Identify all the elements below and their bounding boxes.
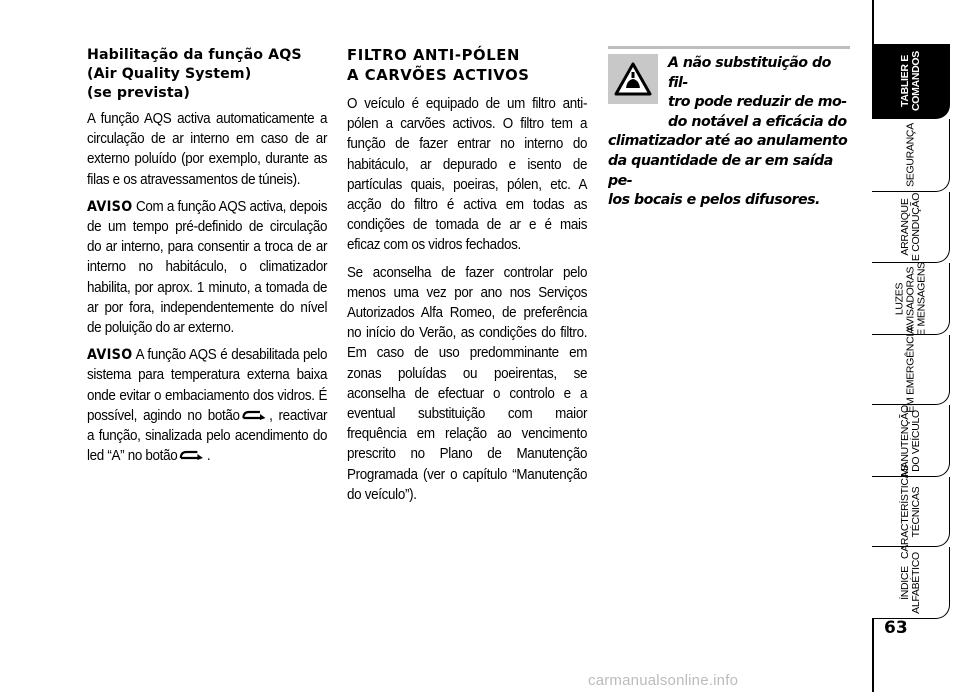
filter-paragraph-1: O veículo é equipado de um filtro anti-pólen a carvões activos. O filtro tem a função de fazer entrar no interno do habitáculo, ar depurado e isento de partículas quais, poeiras, pólen, etc. A acção do filtro é activa em todas as condições de tomada de ar e é mais eficaz com os vidros fechados.: [347, 96, 588, 254]
warning-text: A não substituição do fil- tro pode reduzir de mo- do notável a eficácia do climatizador até ao anulamento da quantidade de ar em saída pe- los bocais e pelos difusores.: [608, 55, 848, 209]
aviso-label: AVISO: [87, 347, 133, 364]
filter-paragraph-2: Se aconselha de fazer controlar pelo menos uma vez por ano nos Serviços Autorizados Alfa Romeo, de preferência no início do Verão, as condições do filtro. Em caso de uso predomminante em zonas poluídas ou poeirentas, se aconselha de efectuar o controlo e a eventual substituição com maior frequência em relação ao vencimento prescrito no Plano de Manutenção Programada (ver o capítulo “Manutenção do veículo”).: [347, 264, 588, 503]
tab-seguranca[interactable]: SEGURANÇA: [872, 119, 950, 192]
section-heading-aqs: Habilitação da função AQS (Air Quality System) (se prevista): [87, 47, 302, 101]
aqs-intro-paragraph: A função AQS activa automaticamente a circulação de ar interno em caso de ar externo poluído (por exemplo, durante as filas e os atravessamentos de túneis).: [87, 111, 328, 188]
aviso-paragraph-1: AVISO Com a função AQS activa, depois de um tempo pré-definido de circulação do ar interno, para consentir a troca de ar interno no habitáculo, o climatizador habilita, por aprox. 1 minuto, a tomada de ar por fora, independentemente do nível de poluição do ar externo.: [87, 198, 328, 337]
section-heading-filter: FILTRO ANTI-PÓLEN A CARVÕES ACTIVOS: [347, 47, 530, 84]
page-number: 63: [884, 618, 908, 638]
recirculation-button-icon: [179, 449, 205, 461]
tab-em-emergencia[interactable]: EM EMERGÊNCIA: [872, 335, 950, 405]
watermark: carmanualsonline.info: [588, 672, 739, 689]
recirculation-button-icon: [242, 409, 268, 421]
tab-indice-alfabetico[interactable]: ÍNDICE ALFABÉTICO: [872, 547, 950, 619]
tab-arranque-conducao[interactable]: ARRANQUE E CONDUÇÃO: [872, 192, 950, 263]
tab-tablier-comandos[interactable]: TABLIER E COMANDOS: [872, 44, 950, 119]
aviso-label: AVISO: [87, 198, 133, 215]
aviso-paragraph-2: AVISO A função AQS é desabilitada pelo sistema para temperatura externa baixa onde evitar o embaciamento dos vidros. É possível, agindo no botão , reactivar a função, sinalizada pelo acendimento do led “A” no botão .: [87, 347, 328, 465]
column-filter: [347, 46, 587, 505]
column-aqs: [87, 46, 327, 466]
warning-top-rule: [608, 46, 850, 49]
tab-bottom-line: [872, 619, 874, 692]
chapter-tabs: [872, 0, 960, 692]
tab-manutencao-veiculo[interactable]: MANUTENÇÃO DO VEÍCULO: [872, 405, 950, 477]
tab-top-line: [872, 0, 874, 44]
tab-luzes-avisadoras[interactable]: LUZES AVISADORAS E MENSAGENS: [872, 263, 950, 335]
tab-caracteristicas-tecnicas[interactable]: CARACTERÍSTICAS TÉCNICAS: [872, 477, 950, 547]
